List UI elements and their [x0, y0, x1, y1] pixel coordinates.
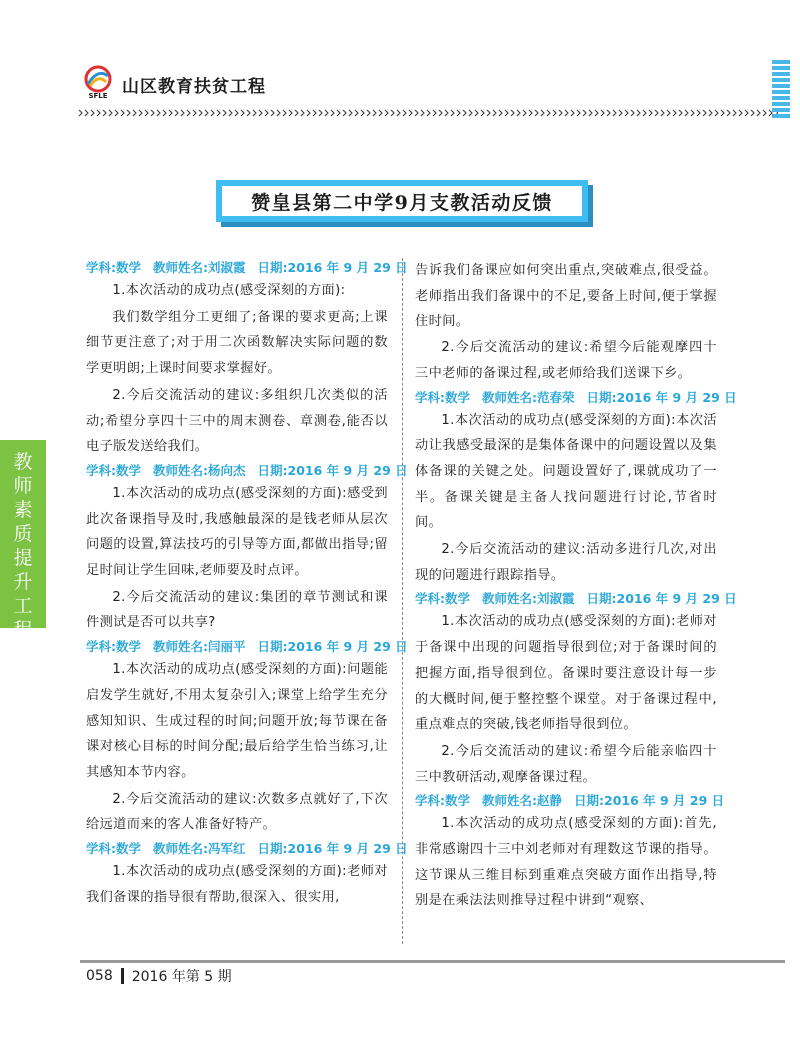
logo-text: SFLE	[88, 92, 108, 100]
entry-meta	[415, 589, 737, 609]
brand-title: 山区教育扶贫工程	[122, 77, 266, 97]
meta-subject: 学科:数学	[415, 793, 470, 809]
meta-subject: 学科:数学	[86, 462, 141, 478]
sfle-logo-icon	[80, 64, 116, 100]
right-column	[415, 258, 737, 915]
meta-teacher: 教师姓名:刘淑霞	[482, 591, 575, 607]
entry-meta	[415, 791, 725, 811]
entry-paragraph: 2.今后交流活动的建议:多组织几次类似的活动;希望分享四十三中的周末测卷、章测卷,能否以电子版发送给我们。	[86, 387, 388, 455]
side-tab-char: 师	[13, 475, 33, 497]
entry-paragraph: 1.本次活动的成功点(感受深刻的方面):本次活动让我感受最深的是集体备课中的问题设置以及集体备课的关键之处。问题设置好了,课就成功了一半。备课关键是主备人找问题进行讨论,节省时间。	[415, 412, 717, 531]
page-number: 058	[86, 968, 113, 984]
entry-paragraph: 2.今后交流活动的建议:希望今后能观摩四十三中老师的备课过程,或老师给我们送课下乡。	[415, 340, 717, 381]
meta-teacher: 教师姓名:赵静	[482, 793, 562, 809]
header-arrow-rule	[78, 108, 778, 118]
meta-teacher: 教师姓名:冯军红	[153, 841, 246, 857]
entry-meta	[86, 637, 408, 657]
meta-teacher: 教师姓名:范春荣	[482, 389, 575, 405]
entry-paragraph: 2.今后交流活动的建议:活动多进行几次,对出现的问题进行跟踪指导。	[415, 542, 717, 583]
meta-date: 日期:2016 年 9 月 29 日	[257, 462, 408, 478]
page-title: 赞皇县第二中学9月支教活动反馈	[251, 191, 553, 214]
side-tab-char: 升	[13, 571, 33, 593]
meta-date: 日期:2016 年 9 月 29 日	[257, 841, 408, 857]
footer	[86, 966, 232, 986]
entry-paragraph: 1.本次活动的成功点(感受深刻的方面):	[112, 283, 346, 298]
entry-paragraph: 1.本次活动的成功点(感受深刻的方面):首先,非常感谢四十三中刘老师对有理数这节课的指导。这节课从三维目标到重难点突破方面作出指导,特别是在乘法法则推导过程中讲到“观察、	[415, 816, 717, 909]
meta-date: 日期:2016 年 9 月 29 日	[257, 260, 408, 275]
side-tab-char: 教	[13, 451, 33, 473]
entry-meta	[86, 461, 408, 481]
footer-separator	[121, 968, 124, 984]
side-tab-char: 程	[13, 619, 33, 641]
meta-teacher: 教师姓名:刘淑霞	[153, 260, 246, 275]
entry-paragraph: 2.今后交流活动的建议:集团的章节测试和课件测试是否可以共享?	[86, 589, 388, 631]
meta-subject: 学科:数学	[415, 591, 470, 607]
entry-meta	[86, 258, 408, 278]
meta-teacher: 教师姓名:杨向杰	[153, 462, 246, 478]
meta-teacher: 教师姓名:闫丽平	[153, 639, 246, 655]
side-tab-char: 提	[13, 547, 33, 569]
header-side-bars	[772, 60, 790, 120]
side-tab-label	[0, 450, 46, 642]
footer-rule	[80, 960, 785, 963]
column-divider	[402, 258, 403, 944]
entry-paragraph: 我们数学组分工更细了;备课的要求更高;上课细节更注意了;对于用二次函数解决实际问题的数学更明朗;上课时间要求掌握好。	[86, 309, 388, 377]
meta-date: 日期:2016 年 9 月 29 日	[574, 793, 725, 809]
entry-paragraph: 1.本次活动的成功点(感受深刻的方面):感受到此次备课指导及时,我感触最深的是钱老师从层次问题的设置,算法技巧的引导等方面,都做出指导;留足时间让学生回味,老师要及时点评。	[86, 485, 388, 579]
meta-subject: 学科:数学	[415, 389, 470, 405]
issue-label: 2016 年第 5 期	[131, 969, 232, 985]
entry-paragraph: 1.本次活动的成功点(感受深刻的方面):老师对于备课中出现的问题指导很到位;对于备课时间的把握方面,指导很到位。备课时要注意设计每一步的大概时间,便于整控整个课堂。对于备课过程中,重点难点的突破,钱老师指导很到位。	[415, 614, 717, 733]
continued-paragraph: 告诉我们备课应如何突出重点,突破难点,很受益。老师指出我们备课中的不足,要备上时间,便于掌握住时间。	[415, 263, 717, 330]
entry-paragraph: 1.本次活动的成功点(感受深刻的方面):老师对我们备课的指导很有帮助,很深入、很实用,	[86, 864, 388, 905]
entry-meta	[86, 839, 408, 859]
entry-paragraph: 1.本次活动的成功点(感受深刻的方面):问题能启发学生就好,不用太复杂引入;课堂上给学生充分感知知识、生成过程的时间;问题开放;每节课在备课对核心目标的时间分配;最后给学生恰当练习,让其感知本节内容。	[86, 662, 388, 780]
side-tab-char: 工	[13, 595, 33, 617]
title-frame	[216, 180, 588, 222]
entry-meta	[415, 388, 737, 408]
meta-date: 日期:2016 年 9 月 29 日	[586, 591, 737, 607]
entry-paragraph: 2.今后交流活动的建议:希望今后能亲临四十三中教研活动,观摩备课过程。	[415, 743, 717, 785]
side-tab-char: 素	[13, 499, 33, 521]
side-tab-char: 质	[13, 523, 33, 545]
meta-subject: 学科:数学	[86, 639, 141, 655]
meta-subject: 学科:数学	[86, 841, 141, 857]
meta-date: 日期:2016 年 9 月 29 日	[257, 639, 408, 655]
meta-subject: 学科:数学	[86, 260, 141, 275]
meta-date: 日期:2016 年 9 月 29 日	[586, 389, 737, 405]
left-column	[86, 258, 408, 911]
entry-paragraph: 2.今后交流活动的建议:次数多点就好了,下次给远道而来的客人准备好特产。	[86, 791, 388, 833]
